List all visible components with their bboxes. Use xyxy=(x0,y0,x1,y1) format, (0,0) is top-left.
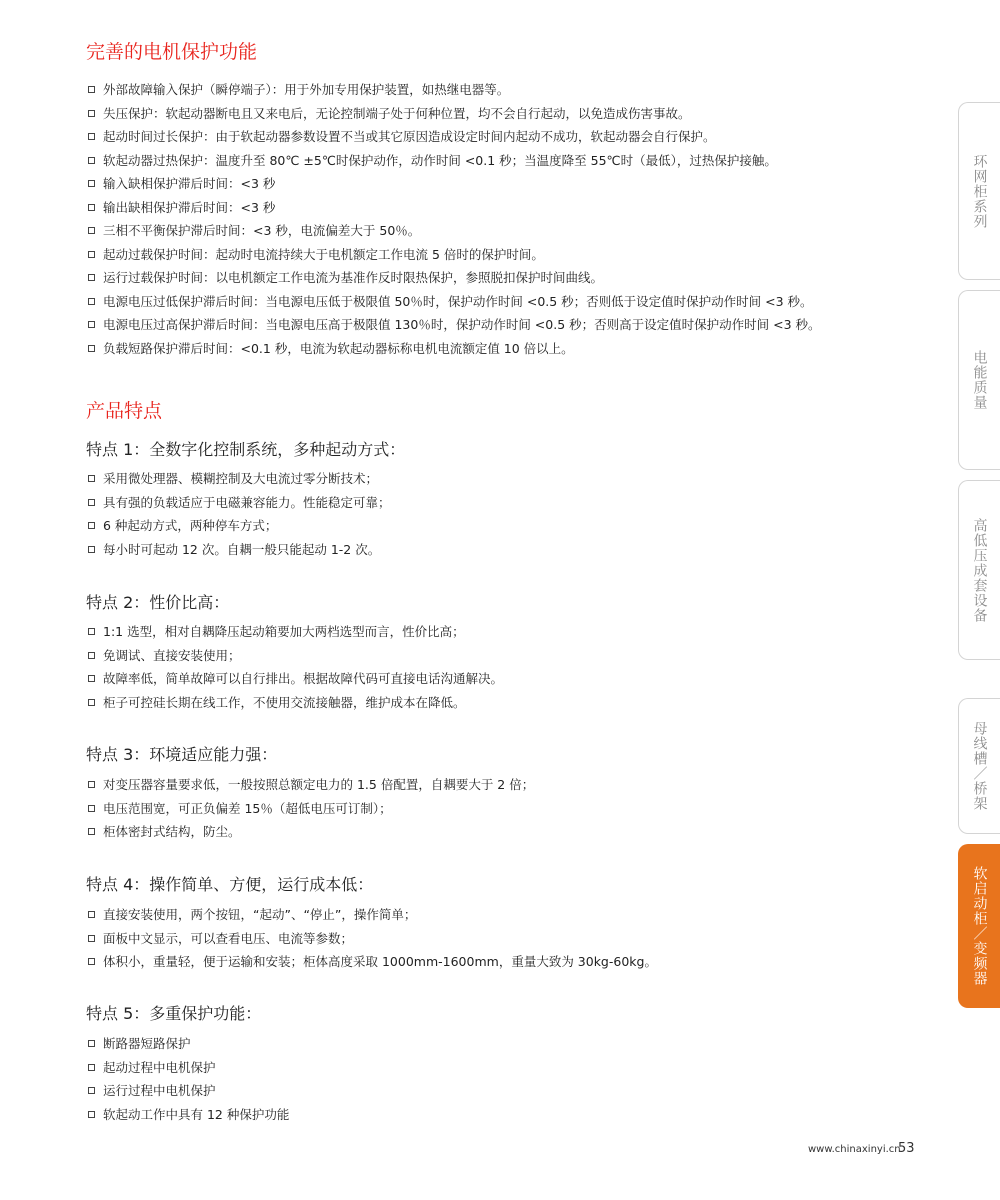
square-bullet-icon xyxy=(88,911,95,918)
feature-2-list xyxy=(86,620,503,714)
square-bullet-icon xyxy=(88,1087,95,1094)
list-item: 对变压器容量要求低，一般按照总额定电力的 1.5 倍配置，自耦要大于 2 倍； xyxy=(86,773,534,797)
list-item: 起动时间过长保护：由于软起动器参数设置不当或其它原因造成设定时间内起动不成功，软起动器会自行保护。 xyxy=(86,125,821,149)
square-bullet-icon xyxy=(88,298,95,305)
product-features-title: 产品特点 xyxy=(86,400,163,422)
square-bullet-icon xyxy=(88,1064,95,1071)
feature-3-heading: 特点 3：环境适应能力强： xyxy=(86,745,278,764)
square-bullet-icon xyxy=(88,699,95,706)
square-bullet-icon xyxy=(88,1040,95,1047)
list-item: 面板中文显示，可以查看电压、电流等参数； xyxy=(86,927,657,951)
feature-5-list xyxy=(86,1032,289,1126)
list-item: 6 种起动方式，两种停车方式； xyxy=(86,514,391,538)
square-bullet-icon xyxy=(88,675,95,682)
list-item: 三相不平衡保护滞后时间：<3 秒，电流偏差大于 50％。 xyxy=(86,219,821,243)
square-bullet-icon xyxy=(88,935,95,942)
list-item: 起动过载保护时间：起动时电流持续大于电机额定工作电流 5 倍时的保护时间。 xyxy=(86,243,821,267)
tab-power-quality[interactable]: 电能质量 xyxy=(958,290,1000,470)
square-bullet-icon xyxy=(88,805,95,812)
square-bullet-icon xyxy=(88,1111,95,1118)
square-bullet-icon xyxy=(88,475,95,482)
list-item: 运行过程中电机保护 xyxy=(86,1079,289,1103)
motor-protection-list xyxy=(86,78,821,360)
list-item: 1:1 选型，相对自耦降压起动箱要加大两档选型而言，性价比高； xyxy=(86,620,503,644)
list-item: 软起动工作中具有 12 种保护功能 xyxy=(86,1103,289,1127)
square-bullet-icon xyxy=(88,828,95,835)
list-item: 电源电压过高保护滞后时间：当电源电压高于极限值 130％时，保护动作时间 <0.5 秒；否则高于设定值时保护动作时间 <3 秒。 xyxy=(86,313,821,337)
square-bullet-icon xyxy=(88,86,95,93)
list-item: 柜体密封式结构，防尘。 xyxy=(86,820,534,844)
square-bullet-icon xyxy=(88,321,95,328)
square-bullet-icon xyxy=(88,133,95,140)
list-item: 软起动器过热保护：温度升至 80℃ ±5℃时保护动作，动作时间 <0.1 秒；当温度降至 55℃时（最低），过热保护接触。 xyxy=(86,149,821,173)
list-item: 故障率低，简单故障可以自行排出。根据故障代码可直接电话沟通解决。 xyxy=(86,667,503,691)
list-item: 每小时可起动 12 次。自耦一般只能起动 1-2 次。 xyxy=(86,538,391,562)
feature-4-list xyxy=(86,903,657,974)
list-item: 体积小，重量轻，便于运输和安装；柜体高度采取 1000mm-1600mm，重量大致为 30kg-60kg。 xyxy=(86,950,657,974)
list-item: 具有强的负载适应于电磁兼容能力。性能稳定可靠； xyxy=(86,491,391,515)
square-bullet-icon xyxy=(88,110,95,117)
tab-soft-starter-inverter[interactable]: 软启动柜／变频器 xyxy=(958,844,1000,1008)
square-bullet-icon xyxy=(88,274,95,281)
list-item: 输入缺相保护滞后时间：<3 秒 xyxy=(86,172,821,196)
list-item: 免调试、直接安装使用； xyxy=(86,644,503,668)
feature-4-heading: 特点 4：操作简单、方便，运行成本低： xyxy=(86,875,374,894)
list-item: 起动过程中电机保护 xyxy=(86,1056,289,1080)
square-bullet-icon xyxy=(88,251,95,258)
feature-2-heading: 特点 2：性价比高： xyxy=(86,593,230,612)
list-item: 采用微处理器、模糊控制及大电流过零分断技术； xyxy=(86,467,391,491)
list-item: 输出缺相保护滞后时间：<3 秒 xyxy=(86,196,821,220)
list-item: 负载短路保护滞后时间：<0.1 秒，电流为软起动器标称电机电流额定值 10 倍以上。 xyxy=(86,337,821,361)
square-bullet-icon xyxy=(88,345,95,352)
square-bullet-icon xyxy=(88,652,95,659)
square-bullet-icon xyxy=(88,180,95,187)
square-bullet-icon xyxy=(88,522,95,529)
motor-protection-title: 完善的电机保护功能 xyxy=(86,41,258,63)
square-bullet-icon xyxy=(88,628,95,635)
square-bullet-icon xyxy=(88,227,95,234)
feature-1-heading: 特点 1：全数字化控制系统，多种起动方式： xyxy=(86,440,406,459)
list-item: 直接安装使用，两个按钮，“起动”、“停止”，操作简单； xyxy=(86,903,657,927)
list-item: 柜子可控硅长期在线工作，不使用交流接触器，维护成本在降低。 xyxy=(86,691,503,715)
tab-switchgear[interactable]: 高低压成套设备 xyxy=(958,480,1000,660)
feature-1-list xyxy=(86,467,391,561)
tab-busway-cable-tray[interactable]: 母线槽／桥架 xyxy=(958,698,1000,834)
list-item: 断路器短路保护 xyxy=(86,1032,289,1056)
list-item: 电源电压过低保护滞后时间：当电源电压低于极限值 50％时，保护动作时间 <0.5 秒；否则低于设定值时保护动作时间 <3 秒。 xyxy=(86,290,821,314)
list-item: 失压保护：软起动器断电且又来电后，无论控制端子处于何种位置，均不会自行起动，以免造成伤害事故。 xyxy=(86,102,821,126)
footer-website: www.chinaxinyi.cn xyxy=(808,1144,901,1155)
square-bullet-icon xyxy=(88,157,95,164)
square-bullet-icon xyxy=(88,781,95,788)
square-bullet-icon xyxy=(88,958,95,965)
square-bullet-icon xyxy=(88,546,95,553)
tab-ring-main-unit[interactable]: 环网柜系列 xyxy=(958,102,1000,280)
page-number: 53 xyxy=(898,1141,915,1156)
feature-5-heading: 特点 5：多重保护功能： xyxy=(86,1004,262,1023)
list-item: 运行过载保护时间：以电机额定工作电流为基准作反时限热保护，参照脱扣保护时间曲线。 xyxy=(86,266,821,290)
square-bullet-icon xyxy=(88,204,95,211)
list-item: 电压范围宽，可正负偏差 15％（超低电压可订制）； xyxy=(86,797,534,821)
square-bullet-icon xyxy=(88,499,95,506)
feature-3-list xyxy=(86,773,534,844)
list-item: 外部故障输入保护（瞬停端子）：用于外加专用保护装置，如热继电器等。 xyxy=(86,78,821,102)
